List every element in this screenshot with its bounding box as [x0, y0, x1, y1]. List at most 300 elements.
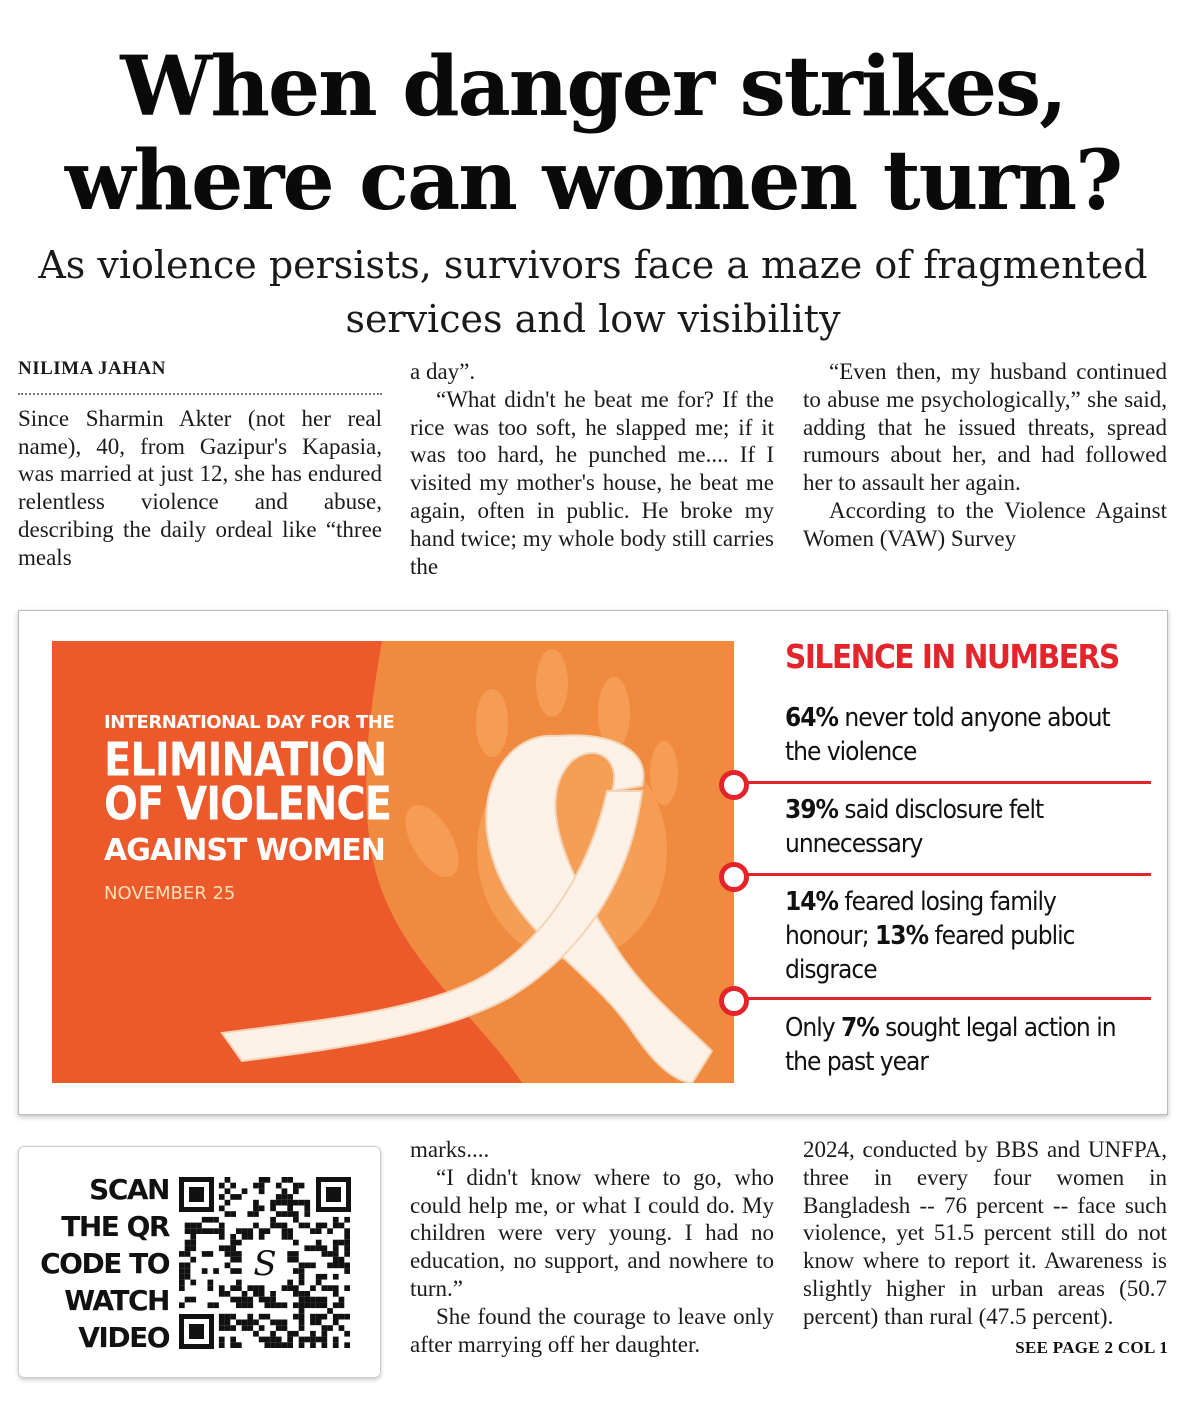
column-3-top: [803, 358, 1167, 553]
qr-module: [259, 1291, 265, 1297]
awareness-poster: [52, 641, 734, 1083]
qr-module: [333, 1245, 339, 1251]
qr-module: [219, 1291, 225, 1297]
qr-module: [327, 1285, 333, 1291]
paragraph: “Even then, my husband continued to abuse me psychologically,” she said, adding that he issued threats, spread rumours about her, and had followed her to assault her again.: [803, 359, 1167, 496]
qr-module: [265, 1337, 271, 1343]
paragraph: 2024, conducted by BBS and UNFPA, three in every four women in Bangladesh -- 76 percent -- face such violence, yet 51.5 percent still do not know where to report it. Awareness is slightly higher in urban areas (50.7 percent) than rural (47.5 percent).: [803, 1137, 1167, 1329]
qr-logo-glyph: S: [253, 1244, 277, 1284]
qr-module: [230, 1325, 236, 1331]
poster-title-big: OF VIOLENCE: [104, 777, 392, 831]
qr-module: [247, 1314, 253, 1320]
qr-module: [316, 1223, 322, 1229]
qr-module: [333, 1274, 339, 1280]
qr-module: [282, 1325, 288, 1331]
qr-module: [282, 1285, 288, 1291]
headline-line-1: When danger strikes,: [120, 39, 1066, 135]
column-2-top: [410, 358, 774, 580]
qr-module: [299, 1337, 305, 1343]
qr-module: [322, 1302, 328, 1308]
column-2-bottom: [410, 1136, 774, 1358]
qr-module: [322, 1314, 328, 1320]
qr-module: [247, 1325, 253, 1331]
qr-module: [316, 1302, 322, 1308]
qr-module: [299, 1297, 305, 1303]
stat-divider: [735, 997, 1151, 1000]
qr-module: [270, 1217, 276, 1223]
qr-module: [190, 1240, 196, 1246]
qr-module: [270, 1337, 276, 1343]
paragraph: According to the Violence Against Women (VAW) Survey: [803, 497, 1167, 551]
qr-module: [316, 1297, 322, 1303]
qr-module: [282, 1211, 288, 1217]
qr-module: [236, 1194, 242, 1200]
qr-module: [270, 1206, 276, 1212]
qr-module: [344, 1251, 350, 1257]
qr-module: [230, 1297, 236, 1303]
qr-module: [208, 1280, 214, 1286]
qr-module: [333, 1217, 339, 1223]
qr-module: [230, 1234, 236, 1240]
qr-module: [287, 1211, 293, 1217]
paragraph: “What didn't he beat me for? If the rice was too soft, he slapped me; if it was too hard, he punched me.... If I visited my mother's house, he beat me again, often in public. He broke my hand twice; my whole body still carries the: [410, 386, 774, 579]
qr-module: [344, 1263, 350, 1269]
qr-module: [322, 1245, 328, 1251]
qr-module: [225, 1177, 231, 1183]
column-1-top: [18, 355, 382, 572]
qr-module: [282, 1223, 288, 1229]
bullet-dot-icon: [719, 986, 749, 1016]
qr-module: [270, 1297, 276, 1303]
qr-module: [276, 1211, 282, 1217]
column-3-bottom: [803, 1136, 1167, 1331]
stat-value: 64%: [785, 703, 838, 733]
qr-module: [304, 1302, 310, 1308]
qr-module: [208, 1285, 214, 1291]
qr-module: [282, 1177, 288, 1183]
headline: [0, 40, 1186, 228]
stat-text: sought legal action in the past year: [785, 1013, 1116, 1077]
qr-module: [247, 1320, 253, 1326]
qr-module: [225, 1263, 231, 1269]
qr-module: [190, 1228, 196, 1234]
stat-item: [785, 885, 1145, 987]
qr-module: [339, 1223, 345, 1229]
qr-module: [242, 1297, 248, 1303]
qr-module: [287, 1234, 293, 1240]
qr-module: [225, 1188, 231, 1194]
qr-module: [287, 1285, 293, 1291]
qr-module: [322, 1285, 328, 1291]
qr-module: [282, 1228, 288, 1234]
qr-module: [242, 1320, 248, 1326]
qr-module: [265, 1314, 271, 1320]
qr-module: [242, 1291, 248, 1297]
qr-module: [179, 1280, 185, 1286]
qr-module: [327, 1308, 333, 1314]
stat-value: 7%: [841, 1013, 879, 1043]
qr-module: [310, 1337, 316, 1343]
qr-module: [247, 1234, 253, 1240]
qr-module: [259, 1285, 265, 1291]
qr-module: [236, 1240, 242, 1246]
qr-module: [236, 1251, 242, 1257]
qr-module: [236, 1302, 242, 1308]
qr-module: [196, 1223, 202, 1229]
qr-module: [299, 1200, 305, 1206]
qr-module: [282, 1342, 288, 1348]
qr-module: [230, 1314, 236, 1320]
qr-module: [322, 1251, 328, 1257]
qr-module: [225, 1251, 231, 1257]
qr-text-line: WATCH: [64, 1284, 169, 1317]
qr-module: [276, 1337, 282, 1343]
qr-module: [287, 1194, 293, 1200]
qr-module: [310, 1342, 316, 1348]
qr-module: [253, 1200, 259, 1206]
poster-date: NOVEMBER 25: [104, 883, 236, 904]
qr-module: [225, 1200, 231, 1206]
qr-module: [293, 1257, 299, 1263]
qr-module: [253, 1291, 259, 1297]
qr-module: [299, 1280, 305, 1286]
qr-module: [344, 1285, 350, 1291]
qr-module: [344, 1240, 350, 1246]
qr-module: [259, 1297, 265, 1303]
qr-module: [293, 1302, 299, 1308]
qr-call-to-action: [39, 1171, 169, 1356]
qr-module: [276, 1223, 282, 1229]
qr-module: [213, 1217, 219, 1223]
qr-module: [339, 1257, 345, 1263]
qr-module: [316, 1245, 322, 1251]
qr-module: [293, 1211, 299, 1217]
qr-module: [259, 1183, 265, 1189]
stat-value: 14%: [785, 887, 838, 917]
qr-module: [236, 1280, 242, 1286]
qr-module: [276, 1320, 282, 1326]
qr-module: [253, 1320, 259, 1326]
qr-module: [190, 1245, 196, 1251]
qr-module: [333, 1337, 339, 1343]
qr-module: [344, 1268, 350, 1274]
qr-module: [299, 1263, 305, 1269]
qr-module: [282, 1194, 288, 1200]
qr-module: [208, 1217, 214, 1223]
qr-module: [247, 1211, 253, 1217]
qr-module: [333, 1223, 339, 1229]
stat-text: feared public disgrace: [785, 921, 1075, 985]
qr-module: [219, 1183, 225, 1189]
qr-module: [304, 1245, 310, 1251]
qr-module: [225, 1320, 231, 1326]
qr-module: [287, 1331, 293, 1337]
qr-module: [293, 1183, 299, 1189]
qr-module: [333, 1342, 339, 1348]
qr-module: [247, 1302, 253, 1308]
qr-module: [287, 1337, 293, 1343]
qr-module: [316, 1240, 322, 1246]
bullet-dot-icon: [719, 862, 749, 892]
qr-module: [219, 1228, 225, 1234]
qr-module: [236, 1342, 242, 1348]
qr-module: [316, 1320, 322, 1326]
qr-module: [213, 1302, 219, 1308]
qr-module: [276, 1194, 282, 1200]
qr-module: [208, 1228, 214, 1234]
qr-module: [304, 1211, 310, 1217]
qr-module: [270, 1302, 276, 1308]
stat-text: feared losing family honour;: [785, 887, 1056, 951]
qr-module: [219, 1325, 225, 1331]
qr-module: [259, 1177, 265, 1183]
qr-module: [253, 1206, 259, 1212]
qr-module: [299, 1308, 305, 1314]
stat-value: 13%: [875, 921, 929, 951]
qr-module: [225, 1325, 231, 1331]
poster-title-line: AGAINST WOMEN: [104, 833, 385, 868]
stat-divider: [735, 781, 1151, 784]
qr-module: [299, 1274, 305, 1280]
qr-module: [202, 1217, 208, 1223]
qr-module: [179, 1263, 185, 1269]
byline: NILIMA JAHAN: [18, 355, 382, 395]
qr-module: [253, 1331, 259, 1337]
qr-module: [333, 1320, 339, 1326]
qr-module: [247, 1228, 253, 1234]
qr-module: [253, 1285, 259, 1291]
qr-module: [339, 1302, 345, 1308]
qr-module: [259, 1206, 265, 1212]
qr-module: [310, 1314, 316, 1320]
qr-module: [339, 1297, 345, 1303]
qr-module: [185, 1228, 191, 1234]
qr-module: [299, 1314, 305, 1320]
qr-module: [310, 1302, 316, 1308]
stat-item: [785, 1011, 1145, 1079]
qr-module: [316, 1228, 322, 1234]
poster-title-block: [104, 711, 424, 904]
poster-title-line: INTERNATIONAL DAY FOR THE: [104, 712, 395, 733]
qr-module: [322, 1297, 328, 1303]
poster-title-big: ELIMINATION: [104, 733, 387, 787]
qr-module: [287, 1228, 293, 1234]
qr-module: [213, 1228, 219, 1234]
stats-panel: [719, 611, 1159, 1116]
qr-module: [219, 1337, 225, 1343]
qr-module: [219, 1194, 225, 1200]
qr-module: [293, 1240, 299, 1246]
qr-module: [230, 1285, 236, 1291]
qr-module: [219, 1314, 225, 1320]
bullet-dot-icon: [719, 770, 749, 800]
qr-module: [344, 1245, 350, 1251]
paragraph: Since Sharmin Akter (not her real name), 40, from Gazipur's Kapasia, was married at just 12, she has endured relentless violence and abuse, describing the daily ordeal like “three meals: [18, 405, 382, 570]
qr-module: [225, 1211, 231, 1217]
qr-module: [316, 1280, 322, 1286]
subheadline-line-1: As violence persists, survivors face a maze of fragmented: [38, 243, 1148, 287]
qr-module: [322, 1342, 328, 1348]
qr-module: [327, 1325, 333, 1331]
qr-module: [185, 1245, 191, 1251]
qr-module: [287, 1206, 293, 1212]
qr-module: [242, 1228, 248, 1234]
qr-module: [270, 1291, 276, 1297]
qr-module: [282, 1188, 288, 1194]
qr-module: [247, 1285, 253, 1291]
qr-module: [282, 1302, 288, 1308]
qr-module: [270, 1200, 276, 1206]
qr-code-icon[interactable]: [179, 1177, 351, 1349]
qr-module: [310, 1245, 316, 1251]
qr-module: [185, 1274, 191, 1280]
qr-module: [304, 1291, 310, 1297]
qr-module: [322, 1337, 328, 1343]
qr-module: [270, 1342, 276, 1348]
stat-text: never told anyone about the violence: [785, 703, 1110, 767]
qr-text-line: SCAN: [89, 1173, 169, 1206]
qr-module: [213, 1268, 219, 1274]
headline-line-2: where can women turn?: [64, 133, 1122, 229]
qr-module: [236, 1257, 242, 1263]
qr-module: [179, 1268, 185, 1274]
qr-module: [293, 1314, 299, 1320]
qr-module: [299, 1183, 305, 1189]
qr-module: [333, 1285, 339, 1291]
qr-module: [316, 1314, 322, 1320]
qr-module: [322, 1274, 328, 1280]
qr-module: [219, 1342, 225, 1348]
qr-module: [219, 1234, 225, 1240]
qr-module: [304, 1263, 310, 1269]
qr-module: [276, 1183, 282, 1189]
qr-module: [236, 1297, 242, 1303]
qr-module: [310, 1285, 316, 1291]
qr-module: [304, 1223, 310, 1229]
qr-module: [179, 1251, 185, 1257]
stat-item: [785, 701, 1145, 769]
qr-module: [310, 1263, 316, 1269]
qr-module: [344, 1342, 350, 1348]
paragraph: “I didn't know where to go, who could help me, or what I could do. My children were very young. I had no education, no support, and nowhere to turn.”: [410, 1164, 774, 1301]
qr-module: [185, 1268, 191, 1274]
qr-module: [299, 1320, 305, 1326]
qr-module: [230, 1337, 236, 1343]
qr-module: [219, 1245, 225, 1251]
qr-module: [304, 1337, 310, 1343]
qr-module: [316, 1274, 322, 1280]
qr-module: [287, 1251, 293, 1257]
qr-module: [219, 1223, 225, 1229]
qr-module: [259, 1337, 265, 1343]
qr-module: [219, 1285, 225, 1291]
qr-module: [185, 1240, 191, 1246]
qr-module: [333, 1302, 339, 1308]
stats-title: SILENCE IN NUMBERS: [785, 637, 1119, 676]
qr-module: [190, 1234, 196, 1240]
qr-module: [190, 1257, 196, 1263]
qr-module: [344, 1331, 350, 1337]
qr-module: [179, 1274, 185, 1280]
qr-promo-box[interactable]: [18, 1146, 381, 1378]
qr-module: [327, 1263, 333, 1269]
qr-module: [327, 1228, 333, 1234]
qr-module: [322, 1325, 328, 1331]
qr-module: [333, 1240, 339, 1246]
qr-module: [230, 1183, 236, 1189]
qr-text-line: THE QR: [61, 1210, 169, 1243]
qr-module: [276, 1342, 282, 1348]
qr-module: [276, 1302, 282, 1308]
qr-module: [316, 1337, 322, 1343]
qr-module: [202, 1268, 208, 1274]
qr-module: [247, 1297, 253, 1303]
qr-module: [282, 1234, 288, 1240]
qr-module: [344, 1228, 350, 1234]
qr-module: [287, 1257, 293, 1263]
qr-module: [259, 1325, 265, 1331]
stat-value: 39%: [785, 795, 838, 825]
qr-module: [299, 1291, 305, 1297]
qr-module: [339, 1314, 345, 1320]
qr-module: [344, 1217, 350, 1223]
qr-module: [179, 1302, 185, 1308]
qr-module: [230, 1268, 236, 1274]
qr-module: [287, 1280, 293, 1286]
qr-module: [230, 1211, 236, 1217]
qr-module: [230, 1251, 236, 1257]
qr-module: [225, 1291, 231, 1297]
qr-module: [236, 1320, 242, 1326]
paragraph: marks....: [410, 1137, 490, 1162]
qr-module: [344, 1234, 350, 1240]
qr-module: [282, 1200, 288, 1206]
qr-module: [270, 1320, 276, 1326]
qr-module: [185, 1297, 191, 1303]
qr-module: [282, 1320, 288, 1326]
qr-module: [304, 1200, 310, 1206]
qr-module: [293, 1251, 299, 1257]
qr-module: [190, 1297, 196, 1303]
qr-module: [259, 1314, 265, 1320]
qr-module: [253, 1211, 259, 1217]
qr-module: [293, 1285, 299, 1291]
qr-module: [236, 1285, 242, 1291]
qr-module: [190, 1223, 196, 1229]
qr-module: [333, 1291, 339, 1297]
qr-module: [265, 1228, 271, 1234]
qr-module: [219, 1206, 225, 1212]
qr-module: [276, 1325, 282, 1331]
qr-module: [333, 1314, 339, 1320]
qr-text-line: CODE TO: [40, 1247, 169, 1280]
qr-module: [265, 1302, 271, 1308]
stat-text: said disclosure felt unnecessary: [785, 795, 1044, 859]
qr-module: [299, 1302, 305, 1308]
jump-line[interactable]: SEE PAGE 2 COL 1: [1015, 1338, 1168, 1357]
qr-module: [253, 1223, 259, 1229]
qr-module: [185, 1251, 191, 1257]
qr-module: [293, 1200, 299, 1206]
qr-module: [310, 1320, 316, 1326]
qr-module: [310, 1297, 316, 1303]
qr-module: [293, 1268, 299, 1274]
qr-module: [287, 1342, 293, 1348]
paragraph: She found the courage to leave only after marrying off her daughter.: [410, 1303, 774, 1357]
qr-module: [270, 1223, 276, 1229]
qr-module: [208, 1251, 214, 1257]
qr-module: [230, 1194, 236, 1200]
